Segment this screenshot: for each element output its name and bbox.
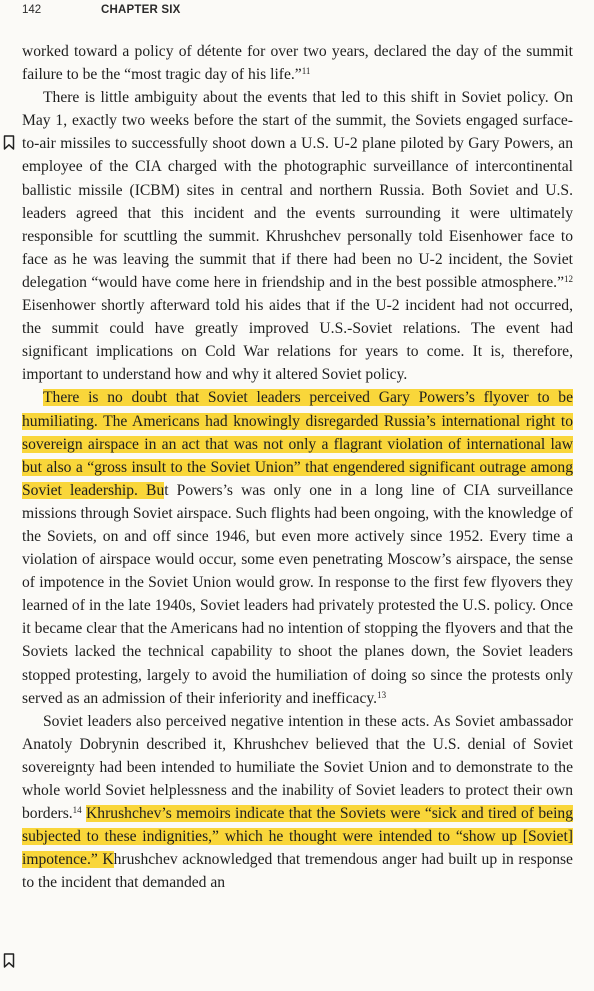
footnote-ref[interactable]: 11 — [301, 66, 311, 77]
text-run: There is little ambiguity about the events that led to this shift in Soviet policy. On May 1, exactly two weeks before the start of the summit, the Soviets engaged surface-to-air missiles to successfully shoot down a U.S. U-2 plane piloted by Gary Powers, an employee of the CIA charged with the photographic surveillance of intercontinental ballistic missile (ICBM) sites in central and northern Russia. Both Soviet and U.S. leaders agreed that this incident and the events surrounding it were ultimately responsible for scuttling the summit. Khrushchev personally told Eisenhower face to face as he was leaving the summit that if there had been no U-2 incident, the Soviet delegation “would have come here in friendship and in the best possible atmosphere.” — [22, 89, 573, 291]
text-run: Eisenhower shortly afterward told his aides that if the U-2 incident had not occurred, the summit could have greatly improved U.S.-Soviet relations. The event had significant implications on Cold War relations for years to come. It is, therefore, important to understand how and why it altered Soviet policy. — [22, 297, 573, 384]
body-text — [22, 40, 573, 894]
running-head: CHAPTER SIX — [101, 4, 181, 16]
page-number: 142 — [22, 4, 42, 16]
text-run: t Powers’s was only one in a long line of CIA surveillance missions through Soviet airspace. Such flights had been ongoing, with the knowledge of the Soviets, on and off since 1946, but even more actively since 1952. Every time a violation of airspace would occur, some even penetrating Moscow’s airspace, the sense of impotence in the Soviet Union would grow. In response to the first few flyovers they learned of in the late 1940s, Soviet leaders had privately protested the U.S. policy. Once it became clear that the Americans had no intention of stopping the flyovers and that the Soviets lacked the technical capability to shoot the planes down, the Soviet leaders stopped protesting, largely to avoid the humiliation of doing so since the protests only served as an admission of their inferiority and inefficacy. — [22, 481, 574, 707]
footnote-ref[interactable]: 13 — [377, 689, 387, 700]
highlighted-text: Khrushchev’s memoirs indicate that the Soviets were “sick and tired of being subjected to these indignities,” which he thought were intended to “show up [Soviet] impotence.” K — [22, 805, 573, 869]
page-header — [22, 4, 584, 20]
footnote-ref[interactable]: 14 — [72, 805, 82, 816]
bookmark-icon[interactable] — [3, 135, 15, 150]
text-run: worked toward a policy of détente for over two years, declared the day of the summit failure to be the “most tragic day of his life.” — [22, 43, 573, 84]
paragraph — [22, 40, 573, 86]
text-run: Soviet leaders also perceived negative intention in these acts. As Soviet ambassador Anatoly Dobrynin described it, Khrushchev believed that the U.S. denial of Soviet sovereignty had been intended to humiliate the Soviet Union and to demonstrate to the whole world Soviet helplessness and the inability of Soviet leaders to protect their own borders. — [22, 712, 573, 823]
text-run: hrushchev acknowledged that tremendous anger had built up in response to the incident that demanded an — [22, 851, 573, 892]
highlighted-text: There is no doubt that Soviet leaders perceived Gary Powers’s flyover to be humiliating. The Americans had knowingly disregarded Russia’s international right to sovereign airspace in an act that was not only a flagrant violation of international law but also a “gross insult to the Soviet Union” that engendered significant outrage among Soviet leadership. Bu — [22, 389, 573, 499]
bookmark-icon[interactable] — [3, 953, 15, 968]
paragraph — [22, 710, 573, 895]
paragraph — [22, 386, 573, 709]
paragraph — [22, 86, 573, 386]
footnote-ref[interactable]: 12 — [564, 273, 573, 284]
